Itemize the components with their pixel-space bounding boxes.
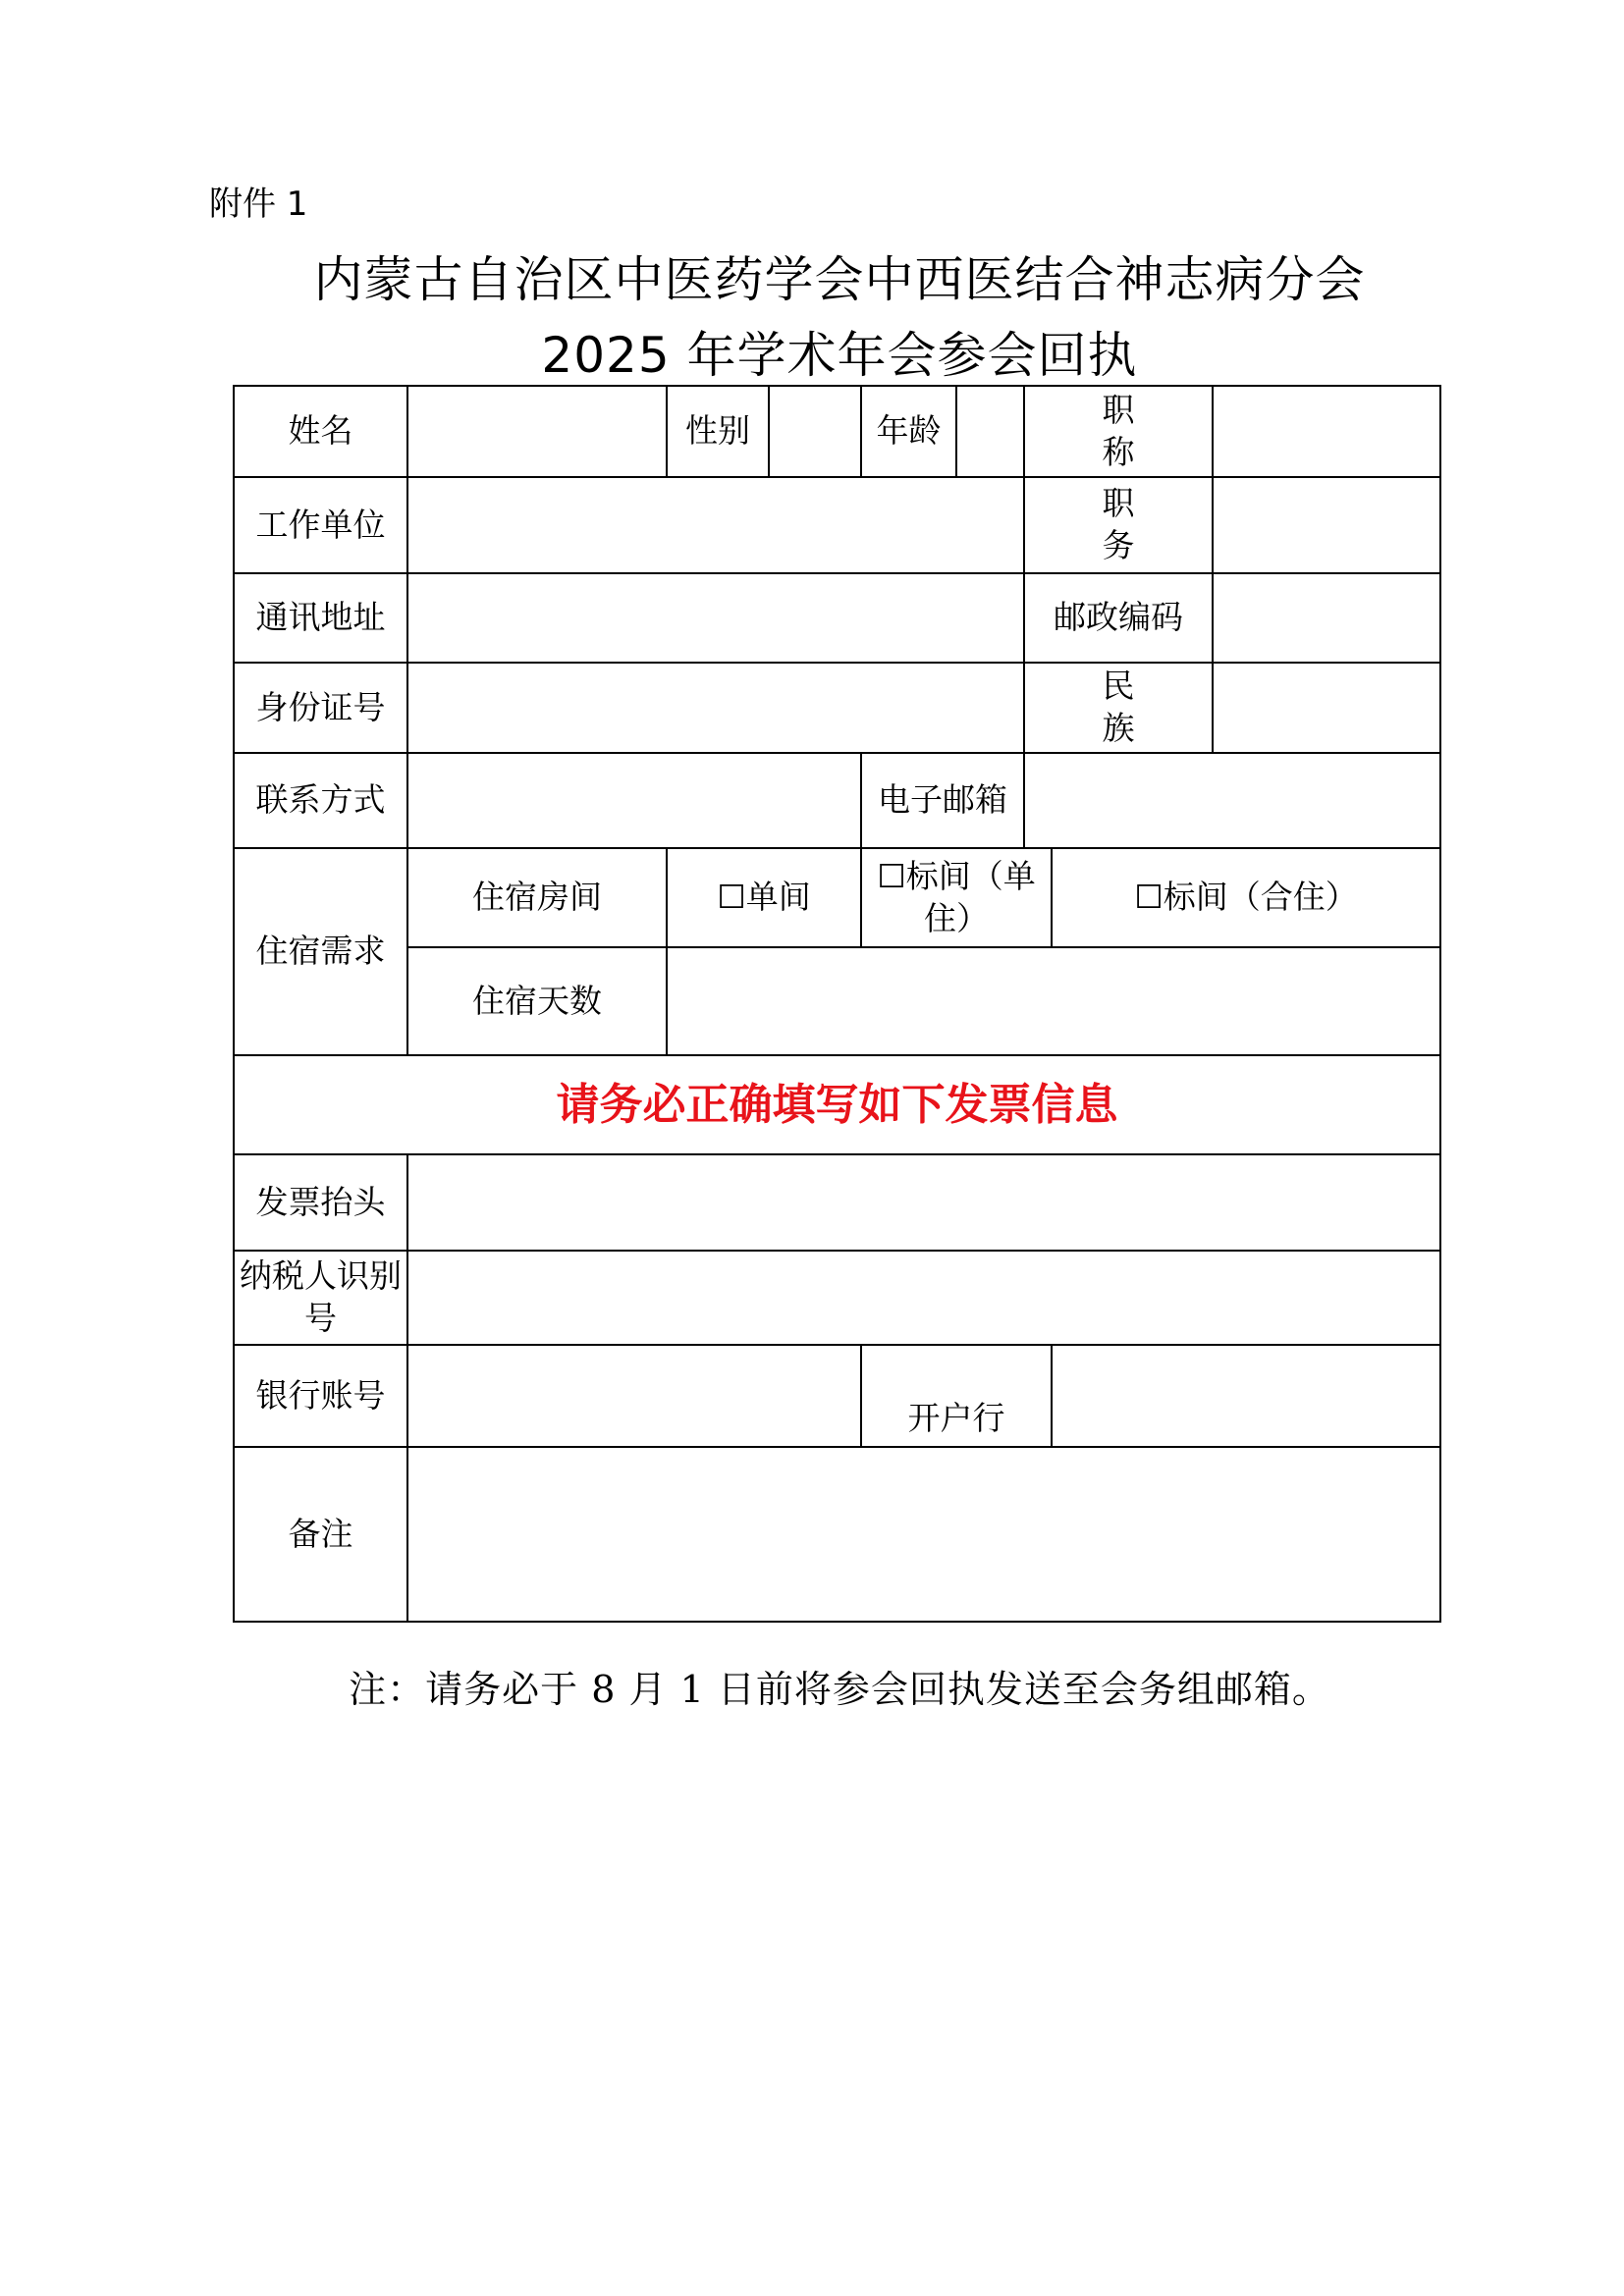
address-field[interactable] <box>407 573 1024 663</box>
remarks-label: 备注 <box>234 1447 407 1622</box>
ethnicity-field[interactable] <box>1213 663 1440 753</box>
postal-code-label: 邮政编码 <box>1024 573 1213 663</box>
gender-field[interactable] <box>769 386 861 477</box>
accommodation-label: 住宿需求 <box>234 848 407 1055</box>
name-field[interactable] <box>407 386 667 477</box>
invoice-title-field[interactable] <box>407 1154 1440 1251</box>
taxpayer-id-label: 纳税人识别号 <box>234 1251 407 1345</box>
footer-note: 注：请务必于 8 月 1 日前将参会回执发送至会务组邮箱。 <box>349 1668 1330 1711</box>
taxpayer-id-field[interactable] <box>407 1251 1440 1345</box>
contact-label: 联系方式 <box>234 753 407 848</box>
position-field[interactable] <box>1213 477 1440 573</box>
email-field[interactable] <box>1024 753 1440 848</box>
bank-label: 开户行 <box>861 1345 1052 1447</box>
position-label: 职 务 <box>1024 477 1213 573</box>
age-label: 年龄 <box>861 386 956 477</box>
bank-account-field[interactable] <box>407 1345 861 1447</box>
ethnicity-label: 民 族 <box>1024 663 1213 753</box>
invoice-notice: 请务必正确填写如下发票信息 <box>234 1055 1440 1154</box>
name-label: 姓名 <box>234 386 407 477</box>
gender-label: 性别 <box>667 386 769 477</box>
title-rank-label: 职 称 <box>1024 386 1213 477</box>
invoice-title-label: 发票抬头 <box>234 1154 407 1251</box>
bank-field[interactable] <box>1052 1345 1440 1447</box>
age-field[interactable] <box>956 386 1024 477</box>
room-option-single[interactable]: ☐单间 <box>667 848 861 947</box>
days-label: 住宿天数 <box>407 947 667 1055</box>
work-unit-label: 工作单位 <box>234 477 407 573</box>
document-title-line2: 2025 年学术年会参会回执 <box>541 327 1138 384</box>
bank-account-label: 银行账号 <box>234 1345 407 1447</box>
id-number-label: 身份证号 <box>234 663 407 753</box>
postal-code-field[interactable] <box>1213 573 1440 663</box>
remarks-field[interactable] <box>407 1447 1440 1622</box>
work-unit-field[interactable] <box>407 477 1024 573</box>
address-label: 通讯地址 <box>234 573 407 663</box>
document-title-line1: 内蒙古自治区中医药学会中西医结合神志病分会 <box>313 251 1366 308</box>
email-label: 电子邮箱 <box>861 753 1024 848</box>
room-label: 住宿房间 <box>407 848 667 947</box>
registration-form-table <box>233 385 1441 1623</box>
room-option-standard-shared[interactable]: ☐标间（合住） <box>1052 848 1440 947</box>
attachment-label: 附件 1 <box>209 185 308 224</box>
contact-field[interactable] <box>407 753 861 848</box>
id-number-field[interactable] <box>407 663 1024 753</box>
room-option-standard-single[interactable]: ☐标间（单住） <box>861 848 1052 947</box>
days-field[interactable] <box>667 947 1440 1055</box>
title-rank-field[interactable] <box>1213 386 1440 477</box>
